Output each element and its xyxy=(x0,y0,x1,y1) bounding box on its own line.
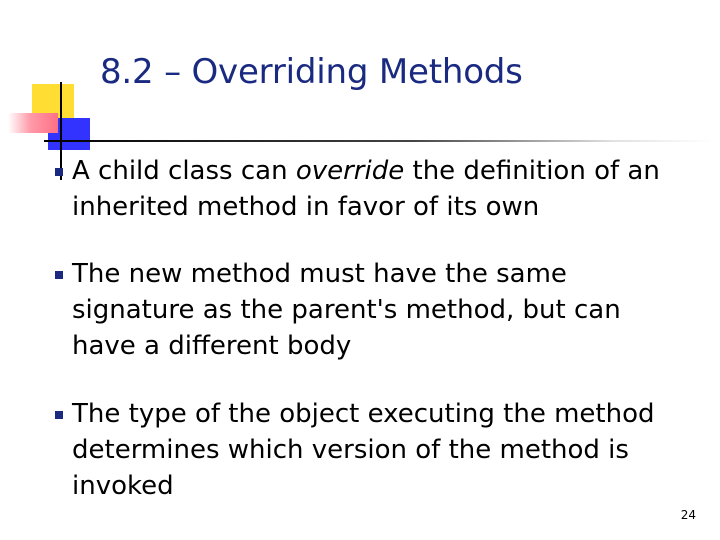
decor-pink-bar xyxy=(8,113,58,133)
square-bullet-icon xyxy=(55,168,63,176)
bullet-item-2 xyxy=(72,256,682,364)
bullet-2-text: The new method must have the same signature as the parent's method, but can have a different body xyxy=(72,259,621,361)
page-number: 24 xyxy=(680,508,696,522)
decor-vertical-line xyxy=(60,82,62,180)
square-bullet-icon xyxy=(55,411,63,419)
bullet-item-1 xyxy=(72,153,682,225)
square-bullet-icon xyxy=(55,271,63,279)
title-underline xyxy=(44,140,714,142)
bullet-1-text-after: the definition of an inherited method in favor of its own xyxy=(72,156,660,222)
bullet-1-text-before: A child class can xyxy=(72,156,296,186)
slide-title: 8.2 – Overriding Methods xyxy=(100,52,523,92)
bullet-3-text: The type of the object executing the method determines which version of the method is invoked xyxy=(72,399,655,501)
bullet-1-emphasis: override xyxy=(295,156,405,186)
bullet-item-3 xyxy=(72,396,682,504)
